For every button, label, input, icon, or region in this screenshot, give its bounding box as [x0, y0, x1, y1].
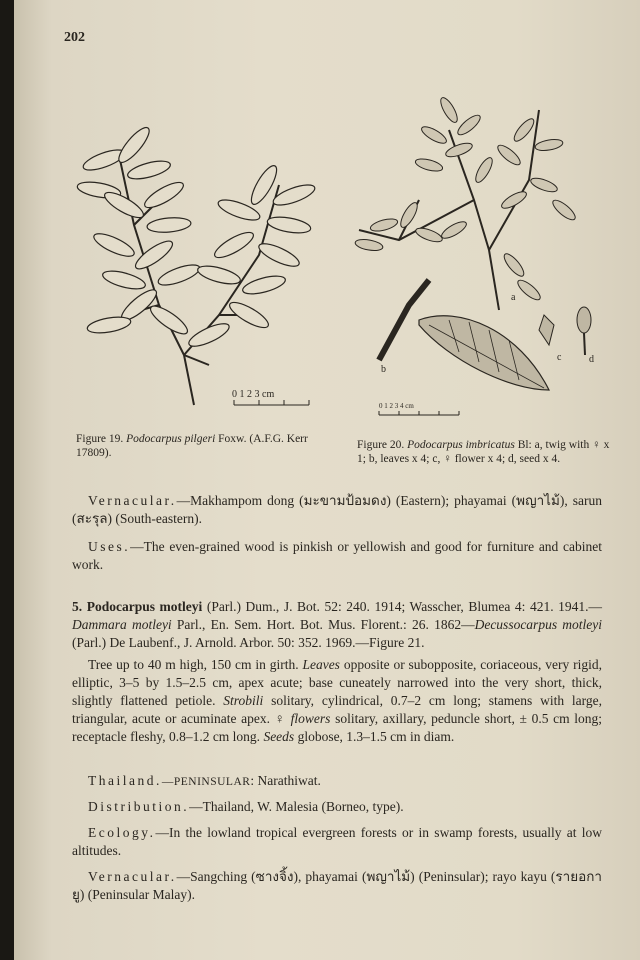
vernacular-heading-1: Vernacular. [88, 493, 177, 508]
vernacular-text-1: —Makhampom dong (มะขามป้อมดง) (Eastern); phayamai (พญาไม้), sarun (สะรุล) (South-eastern). [72, 493, 602, 526]
figure-20-label-d: d [589, 354, 594, 365]
description-text: solitary, cylindrical, 0.7–2 cm long; stamens with large, triangular, acute or acuminate apex. ♀ [72, 693, 602, 726]
figure-20-caption [357, 438, 613, 466]
figure-20-caption-prefix: Figure 20. [357, 439, 405, 451]
figure-19-caption-species: Podocarpus pilgeri [126, 433, 216, 445]
thailand-region: —PENINSULAR [161, 776, 251, 788]
description-text: opposite or subopposite, coriaceous, very rigid, elliptic, 3–5 by 1.5–2.5 cm, apex acute; base cuneately narrowed into the very short, thick, slightly flattened petiole. [72, 657, 602, 708]
figure-20-caption-rest: Bl: a, twig with ♀ x 1; b, leaves x 4; c, ♀ flower x 4; d, seed x 4. [357, 439, 610, 465]
description-leaves-term: Leaves [302, 657, 340, 672]
ecology-section [72, 824, 602, 860]
species-number: 5. [72, 599, 83, 614]
page-number: 202 [64, 30, 85, 45]
description-text: solitary, axillary, peduncle short, ± 0.5 cm long; receptacle fleshy, 0.8–1.2 cm long. [72, 711, 602, 744]
species-citation: (Parl.) Dum., J. Bot. 52: 240. 1914; Wasscher, Blumea 4: 421. 1941.— [206, 599, 603, 614]
figure-20-label-b: b [381, 364, 386, 375]
vernacular-section-1 [72, 492, 602, 528]
description-flowers-term: flowers [290, 711, 331, 726]
species-name: Podocarpus motleyi [86, 599, 203, 614]
distribution-heading: Distribution. [88, 799, 190, 814]
figure-20-scale-label: 0 1 2 3 4 cm [379, 402, 414, 410]
figure-20-illustration [339, 90, 599, 420]
vernacular-heading-2: Vernacular. [88, 869, 177, 884]
vernacular-section-2 [72, 868, 602, 904]
uses-section [72, 538, 602, 574]
uses-heading: Uses. [88, 539, 131, 554]
distribution-section [72, 798, 602, 816]
thailand-section [72, 772, 602, 791]
figure-19-scale-label: 0 1 2 3 cm [232, 389, 275, 400]
description-seeds-term: Seeds [263, 729, 295, 744]
synonym-2-citation: (Parl.) De Laubenf., J. Arnold. Arbor. 50: 352. 1969.—Figure 21. [72, 635, 425, 650]
book-page [14, 0, 640, 960]
description-text: Tree up to 40 m high, 150 cm in girth. [88, 657, 303, 672]
uses-text: —The even-grained wood is pinkish or yellowish and good for furniture and cabinet work. [72, 539, 602, 572]
thailand-text: : Narathiwat. [250, 773, 321, 788]
thailand-heading: Thailand. [88, 773, 162, 788]
synonym-1: Dammara motleyi [72, 617, 172, 632]
ecology-text: —In the lowland tropical evergreen forests or in swamp forests, usually at low altitudes. [72, 825, 602, 858]
figure-19-illustration [64, 115, 354, 415]
distribution-text: —Thailand, W. Malesia (Borneo, type). [189, 799, 404, 814]
species-5-heading [72, 598, 602, 652]
figure-19-caption-prefix: Figure 19. [76, 433, 124, 445]
description-strobili-term: Strobili [223, 693, 264, 708]
figure-19-caption [76, 432, 346, 460]
vernacular-text-2: —Sangching (ซางจิ้ง), phayamai (พญาไม้) (Peninsular); rayo kayu (รายอกายู) (Peninsular Malay). [72, 869, 602, 902]
figure-20-label-a: a [511, 292, 516, 303]
synonym-1-citation: Parl., En. Sem. Hort. Bot. Mus. Florent.: 26. 1862— [176, 617, 475, 632]
synonym-2: Decussocarpus motleyi [474, 617, 602, 632]
figure-20-caption-species: Podocarpus imbricatus [407, 439, 515, 451]
figure-20-label-c: c [557, 352, 562, 363]
figure-19-caption-rest: Foxw. (A.F.G. Kerr 17809). [76, 433, 308, 459]
ecology-heading: Ecology. [88, 825, 156, 840]
description-text: globose, 1.3–1.5 cm in diam. [294, 729, 455, 744]
species-description [72, 656, 602, 746]
